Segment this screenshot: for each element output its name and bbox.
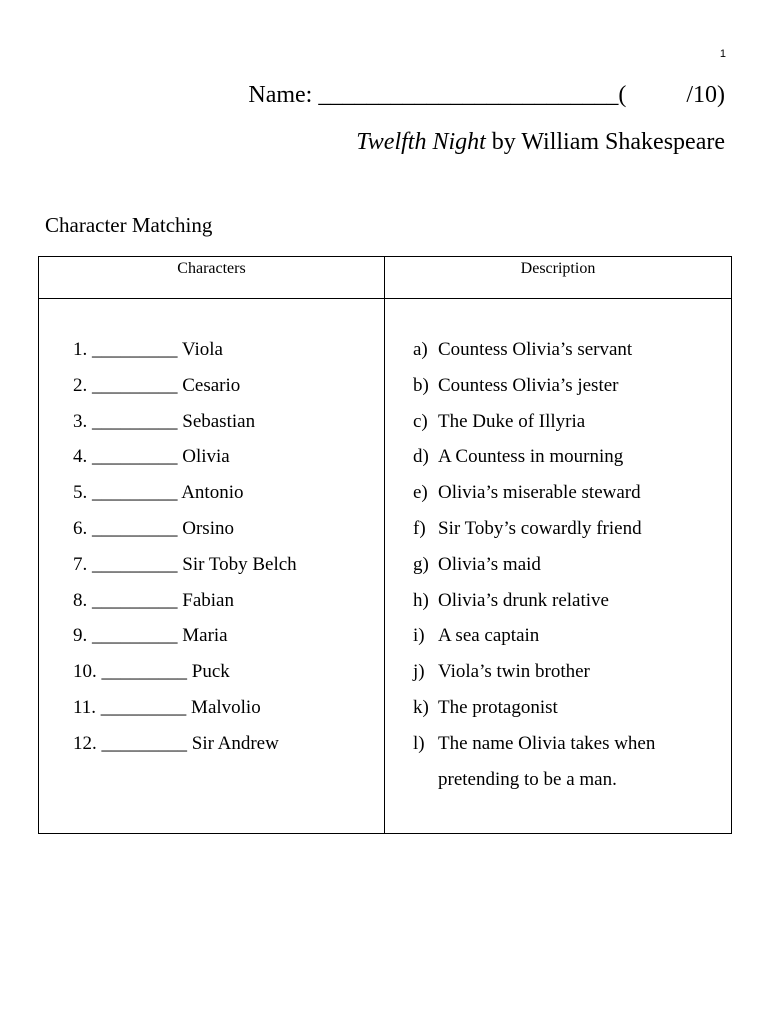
- description-letter: d): [413, 446, 429, 468]
- page-number: 1: [719, 48, 726, 60]
- description-text: Olivia’s drunk relative: [438, 589, 609, 611]
- description-text: Viola’s twin brother: [438, 661, 590, 683]
- description-item: [385, 588, 731, 624]
- description-letter: h): [413, 589, 429, 611]
- description-item: [385, 373, 731, 409]
- description-column-header: Description: [385, 257, 731, 299]
- character-item: 3. _________ Sebastian: [73, 410, 256, 432]
- description-text: The name Olivia takes when pretending to be a man.: [438, 732, 656, 790]
- description-letter: c): [413, 410, 428, 432]
- author-label: by William Shakespeare: [485, 129, 725, 155]
- description-text: Olivia’s miserable steward: [438, 482, 641, 504]
- description-text: A Countess in mourning: [438, 446, 624, 468]
- description-letter: a): [413, 339, 428, 360]
- character-item: 1. _________ Viola: [73, 339, 223, 360]
- characters-column-header: Characters: [39, 257, 385, 299]
- character-item: 6. _________ Orsino: [73, 517, 234, 539]
- character-item: 5. _________ Antonio: [73, 482, 244, 504]
- name-field-label: Name: _________________________(: [248, 82, 627, 108]
- description-item: [385, 552, 731, 588]
- character-item: 2. _________ Cesario: [73, 374, 241, 396]
- character-item: 11. _________ Malvolio: [73, 696, 261, 718]
- description-letter: j): [413, 661, 425, 683]
- worksheet-title: [356, 129, 725, 156]
- section-heading: Character Matching: [45, 213, 213, 237]
- description-text: Countess Olivia’s jester: [438, 374, 619, 396]
- description-text: Olivia’s maid: [438, 553, 541, 575]
- character-item: 10. _________ Puck: [73, 661, 230, 683]
- description-item: [385, 731, 731, 798]
- description-text: The Duke of Illyria: [438, 410, 586, 432]
- description-item: [385, 409, 731, 445]
- description-text: The protagonist: [438, 696, 558, 718]
- description-letter: k): [413, 696, 429, 718]
- name-score-line: [248, 82, 725, 109]
- character-item: 7. _________ Sir Toby Belch: [73, 553, 297, 575]
- character-item: 12. _________ Sir Andrew: [73, 732, 279, 754]
- descriptions-list: [385, 299, 731, 833]
- character-item: 4. _________ Olivia: [73, 446, 230, 468]
- description-letter: g): [413, 553, 429, 575]
- score-label: /10): [686, 82, 725, 108]
- description-text: Countess Olivia’s servant: [438, 339, 633, 360]
- description-text: Sir Toby’s cowardly friend: [438, 517, 642, 539]
- description-letter: i): [413, 625, 425, 647]
- matching-table: [38, 256, 732, 834]
- characters-list: [39, 299, 385, 833]
- play-title: Twelfth Night: [356, 129, 486, 155]
- description-letter: e): [413, 482, 428, 504]
- description-item: [385, 480, 731, 516]
- description-item: [385, 444, 731, 480]
- description-letter: f): [413, 517, 426, 539]
- description-item: [385, 623, 731, 659]
- description-item: [385, 659, 731, 695]
- description-text: A sea captain: [438, 625, 540, 647]
- description-item: [385, 337, 731, 373]
- description-item: [385, 516, 731, 552]
- character-item: 9. _________ Maria: [73, 625, 228, 647]
- description-letter: b): [413, 374, 429, 396]
- character-item: 8. _________ Fabian: [73, 589, 234, 611]
- description-letter: l): [413, 732, 425, 754]
